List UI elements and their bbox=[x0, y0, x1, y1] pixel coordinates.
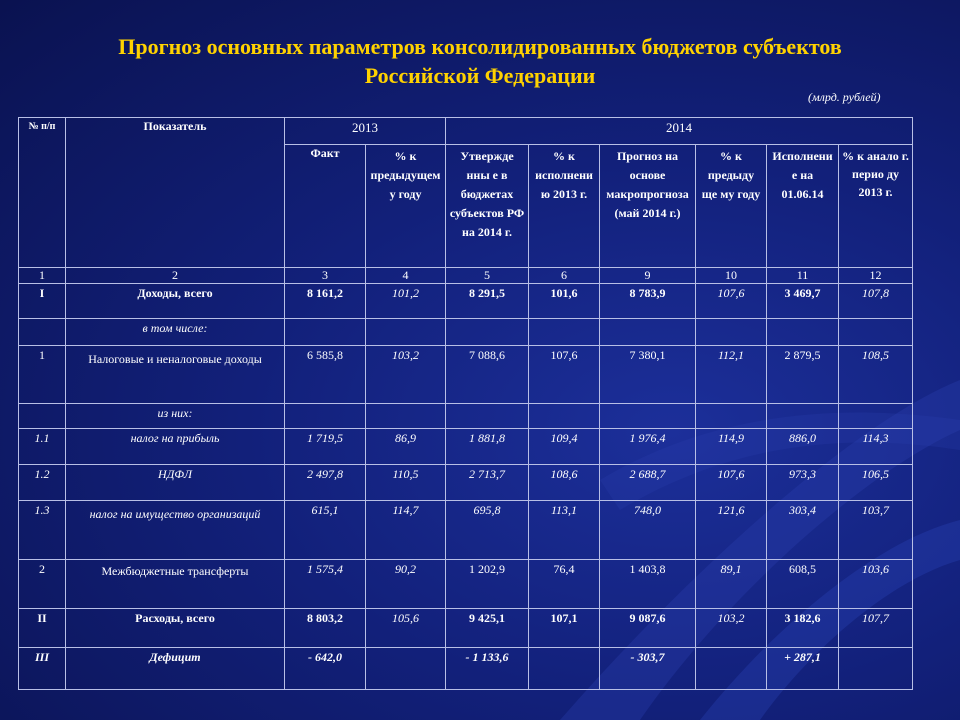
row-label: налог на прибыль bbox=[66, 429, 285, 465]
table-row bbox=[19, 319, 913, 346]
header-num: № п/п bbox=[19, 118, 66, 268]
cell-value: 107,7 bbox=[839, 609, 913, 648]
cell-value: 76,4 bbox=[529, 560, 600, 609]
row-num: 2 bbox=[19, 560, 66, 609]
cell-value: 114,3 bbox=[839, 429, 913, 465]
cell-value bbox=[600, 404, 696, 429]
col-number: 12 bbox=[839, 268, 913, 284]
cell-value: + 287,1 bbox=[767, 648, 839, 690]
cell-value: - 303,7 bbox=[600, 648, 696, 690]
row-num: 1.1 bbox=[19, 429, 66, 465]
col-number: 10 bbox=[696, 268, 767, 284]
cell-value: 107,6 bbox=[696, 465, 767, 501]
cell-value: 2 497,8 bbox=[285, 465, 366, 501]
slide-title: Прогноз основных параметров консолидированных бюджетов субъектов Российской Федерации bbox=[118, 34, 842, 88]
cell-value: 1 719,5 bbox=[285, 429, 366, 465]
cell-value: 2 879,5 bbox=[767, 346, 839, 404]
table-row bbox=[19, 609, 913, 648]
table-row bbox=[19, 465, 913, 501]
row-num: I bbox=[19, 284, 66, 319]
cell-value bbox=[600, 319, 696, 346]
cell-value: 103,6 bbox=[839, 560, 913, 609]
cell-value: 90,2 bbox=[366, 560, 446, 609]
cell-value: 121,6 bbox=[696, 501, 767, 560]
header-indicator: Показатель bbox=[66, 118, 285, 268]
row-num bbox=[19, 319, 66, 346]
row-label: Расходы, всего bbox=[66, 609, 285, 648]
cell-value: 8 783,9 bbox=[600, 284, 696, 319]
col-number: 9 bbox=[600, 268, 696, 284]
table-row bbox=[19, 284, 913, 319]
cell-value bbox=[366, 648, 446, 690]
cell-value: 7 088,6 bbox=[446, 346, 529, 404]
cell-value bbox=[839, 404, 913, 429]
cell-value: 615,1 bbox=[285, 501, 366, 560]
row-label: налог на имущество организаций bbox=[66, 501, 285, 560]
header-execution: Исполнени е на 01.06.14 bbox=[767, 145, 839, 268]
cell-value bbox=[366, 319, 446, 346]
cell-value: 109,4 bbox=[529, 429, 600, 465]
cell-value bbox=[285, 319, 366, 346]
header-pct-prev: % к предыдущем у году bbox=[366, 145, 446, 268]
cell-value: 3 469,7 bbox=[767, 284, 839, 319]
cell-value: 9 425,1 bbox=[446, 609, 529, 648]
cell-value: 8 803,2 bbox=[285, 609, 366, 648]
cell-value: 105,6 bbox=[366, 609, 446, 648]
row-label: Доходы, всего bbox=[66, 284, 285, 319]
cell-value: 748,0 bbox=[600, 501, 696, 560]
cell-value: 6 585,8 bbox=[285, 346, 366, 404]
row-num: 1 bbox=[19, 346, 66, 404]
cell-value: 107,1 bbox=[529, 609, 600, 648]
cell-value: 108,6 bbox=[529, 465, 600, 501]
cell-value bbox=[839, 319, 913, 346]
cell-value bbox=[366, 404, 446, 429]
header-approved: Утвержде нны е в бюджетах субъектов РФ на 2014 г. bbox=[446, 145, 529, 268]
row-label: в том числе: bbox=[66, 319, 285, 346]
cell-value: 695,8 bbox=[446, 501, 529, 560]
cell-value: 112,1 bbox=[696, 346, 767, 404]
cell-value: 110,5 bbox=[366, 465, 446, 501]
header-pct-prev-2: % к предыду ще му году bbox=[696, 145, 767, 268]
cell-value: 2 713,7 bbox=[446, 465, 529, 501]
cell-value bbox=[696, 319, 767, 346]
cell-value bbox=[446, 404, 529, 429]
cell-value: 103,2 bbox=[366, 346, 446, 404]
row-num: 1.3 bbox=[19, 501, 66, 560]
row-num: III bbox=[19, 648, 66, 690]
col-number: 6 bbox=[529, 268, 600, 284]
cell-value: 7 380,1 bbox=[600, 346, 696, 404]
cell-value: 1 881,8 bbox=[446, 429, 529, 465]
header-pct-analog: % к анало г. перио ду 2013 г. bbox=[839, 145, 913, 268]
cell-value bbox=[839, 648, 913, 690]
table-row bbox=[19, 346, 913, 404]
cell-value: 1 202,9 bbox=[446, 560, 529, 609]
row-label: Межбюджетные трансферты bbox=[66, 560, 285, 609]
cell-value bbox=[529, 648, 600, 690]
col-number: 2 bbox=[66, 268, 285, 284]
row-label: из них: bbox=[66, 404, 285, 429]
cell-value: 608,5 bbox=[767, 560, 839, 609]
header-year-2013: 2013 bbox=[285, 118, 446, 145]
cell-value: 1 976,4 bbox=[600, 429, 696, 465]
cell-value bbox=[529, 404, 600, 429]
header-fact: Факт bbox=[285, 145, 366, 268]
cell-value: 3 182,6 bbox=[767, 609, 839, 648]
cell-value: 2 688,7 bbox=[600, 465, 696, 501]
cell-value: 303,4 bbox=[767, 501, 839, 560]
cell-value bbox=[285, 404, 366, 429]
col-number: 11 bbox=[767, 268, 839, 284]
table-row bbox=[19, 429, 913, 465]
header-forecast: Прогноз на основе макропрогноза (май 2014 г.) bbox=[600, 145, 696, 268]
col-number: 4 bbox=[366, 268, 446, 284]
cell-value bbox=[696, 404, 767, 429]
cell-value: 113,1 bbox=[529, 501, 600, 560]
col-number: 1 bbox=[19, 268, 66, 284]
cell-value bbox=[767, 319, 839, 346]
cell-value: 973,3 bbox=[767, 465, 839, 501]
header-pct-exec: % к исполнени ю 2013 г. bbox=[529, 145, 600, 268]
cell-value: 114,7 bbox=[366, 501, 446, 560]
cell-value: - 1 133,6 bbox=[446, 648, 529, 690]
table-row bbox=[19, 560, 913, 609]
col-number: 3 bbox=[285, 268, 366, 284]
cell-value: 8 161,2 bbox=[285, 284, 366, 319]
cell-value: 114,9 bbox=[696, 429, 767, 465]
cell-value: 1 403,8 bbox=[600, 560, 696, 609]
cell-value bbox=[696, 648, 767, 690]
row-num: 1.2 bbox=[19, 465, 66, 501]
cell-value: 108,5 bbox=[839, 346, 913, 404]
cell-value: 107,6 bbox=[696, 284, 767, 319]
cell-value bbox=[767, 404, 839, 429]
table-row bbox=[19, 501, 913, 560]
row-label: Налоговые и неналоговые доходы bbox=[66, 346, 285, 404]
cell-value: 103,7 bbox=[839, 501, 913, 560]
cell-value: 106,5 bbox=[839, 465, 913, 501]
row-num: II bbox=[19, 609, 66, 648]
header-year-2014: 2014 bbox=[446, 118, 913, 145]
units-note: (млрд. рублей) bbox=[808, 90, 881, 104]
cell-value: 8 291,5 bbox=[446, 284, 529, 319]
cell-value: 886,0 bbox=[767, 429, 839, 465]
cell-value: 107,8 bbox=[839, 284, 913, 319]
table-row bbox=[19, 648, 913, 690]
cell-value: 9 087,6 bbox=[600, 609, 696, 648]
cell-value: 86,9 bbox=[366, 429, 446, 465]
budget-table bbox=[18, 117, 913, 690]
col-number: 5 bbox=[446, 268, 529, 284]
cell-value bbox=[446, 319, 529, 346]
cell-value: 101,6 bbox=[529, 284, 600, 319]
row-label: НДФЛ bbox=[66, 465, 285, 501]
cell-value: 101,2 bbox=[366, 284, 446, 319]
cell-value bbox=[529, 319, 600, 346]
cell-value: 1 575,4 bbox=[285, 560, 366, 609]
cell-value: - 642,0 bbox=[285, 648, 366, 690]
row-label: Дефицит bbox=[66, 648, 285, 690]
table-row bbox=[19, 404, 913, 429]
cell-value: 89,1 bbox=[696, 560, 767, 609]
cell-value: 107,6 bbox=[529, 346, 600, 404]
row-num bbox=[19, 404, 66, 429]
cell-value: 103,2 bbox=[696, 609, 767, 648]
